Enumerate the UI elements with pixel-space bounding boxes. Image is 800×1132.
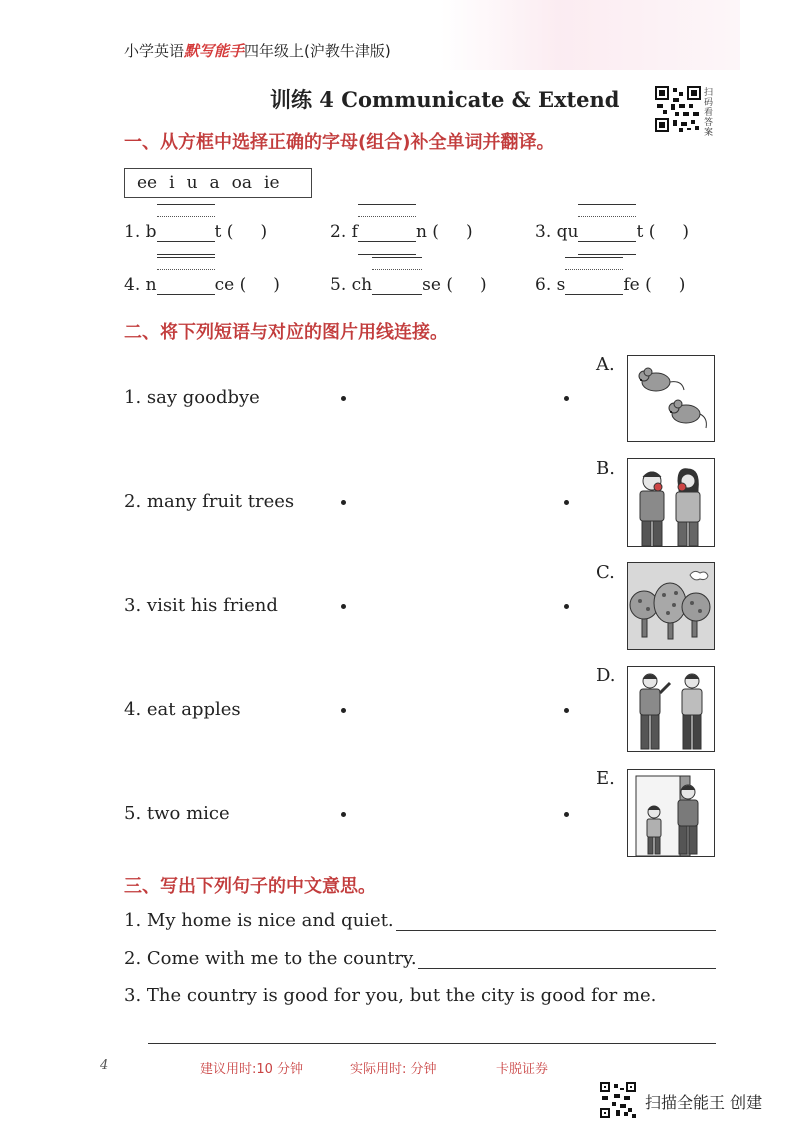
picture-letter-b: B. [596, 458, 615, 479]
answer-blank[interactable] [157, 277, 215, 295]
section2-heading: 二、将下列短语与对应的图片用线连接。 [124, 322, 448, 343]
left-dot-4[interactable] [341, 708, 346, 713]
phrase-3: 3. visit his friend [124, 595, 278, 616]
right-dot-a[interactable] [564, 396, 569, 401]
fill-item-6: 6. s fe ( ) [535, 275, 686, 295]
scanner-watermark-text: 扫描全能王 创建 [645, 1093, 763, 1112]
fill-item-5: 5. ch se ( ) [330, 275, 487, 295]
right-dot-d[interactable] [564, 708, 569, 713]
option: ie [264, 173, 280, 193]
option: a [209, 173, 220, 193]
left-dot-3[interactable] [341, 604, 346, 609]
right-dot-e[interactable] [564, 812, 569, 817]
picture-letter-d: D. [596, 665, 616, 686]
sentence-3: 3. The country is good for you, but the city is good for me. [124, 985, 657, 1006]
fill-item-2: 2. f n ( ) [330, 222, 473, 242]
right-dot-c[interactable] [564, 604, 569, 609]
left-dot-2[interactable] [341, 500, 346, 505]
sentence-2: 2. Come with me to the country. [124, 948, 417, 969]
answer-blank[interactable] [358, 224, 416, 242]
answer-blank[interactable] [578, 224, 636, 242]
answer-blank[interactable] [565, 277, 623, 295]
answer-line-2[interactable] [418, 968, 716, 969]
left-dot-1[interactable] [341, 396, 346, 401]
footer-extra: 卡脱证券 [496, 1062, 549, 1077]
letter-options-box [124, 168, 312, 198]
option: ee [137, 173, 158, 193]
phrase-2: 2. many fruit trees [124, 491, 295, 512]
visiting-friend-picture [627, 769, 715, 857]
qr-code-icon [655, 86, 701, 132]
page-number: 4 [100, 1058, 109, 1073]
answer-line-3[interactable] [148, 1043, 716, 1044]
picture-letter-a: A. [596, 354, 615, 375]
fill-item-3: 3. qu t ( ) [535, 222, 689, 242]
right-dot-b[interactable] [564, 500, 569, 505]
section1-heading: 一、从方框中选择正确的字母(组合)补全单词并翻译。 [124, 132, 555, 153]
picture-letter-e: E. [596, 768, 615, 789]
page-title: 训练 4 Communicate & Extend [270, 87, 620, 112]
series-title: 小学英语默写能手四年级上(沪教牛津版) [124, 42, 391, 60]
suggested-time: 建议用时:10 分钟 [200, 1062, 304, 1077]
fill-item-1: 1. b t ( ) [124, 222, 267, 242]
fruit-trees-picture [627, 562, 715, 650]
kids-eating-apples-picture [627, 458, 715, 547]
header-tint [440, 0, 740, 70]
actual-time: 实际用时: 分钟 [350, 1062, 437, 1077]
answer-blank[interactable] [157, 224, 215, 242]
saying-goodbye-picture [627, 666, 715, 752]
left-dot-5[interactable] [341, 812, 346, 817]
sentence-1: 1. My home is nice and quiet. [124, 910, 394, 931]
phrase-1: 1. say goodbye [124, 387, 260, 408]
fill-item-4: 4. n ce ( ) [124, 275, 280, 295]
qr-side-label: 扫码看答案 [704, 88, 714, 138]
brand-name: 默写能手 [184, 42, 245, 60]
option: oa [231, 173, 253, 193]
mice-picture [627, 355, 715, 442]
option: i [169, 173, 175, 193]
scanner-qr-icon [600, 1082, 636, 1118]
phrase-4: 4. eat apples [124, 699, 241, 720]
picture-letter-c: C. [596, 562, 615, 583]
answer-blank[interactable] [372, 277, 422, 295]
phrase-5: 5. two mice [124, 803, 230, 824]
option: u [186, 173, 198, 193]
answer-line-1[interactable] [396, 930, 716, 931]
section3-heading: 三、写出下列句子的中文意思。 [124, 876, 376, 897]
